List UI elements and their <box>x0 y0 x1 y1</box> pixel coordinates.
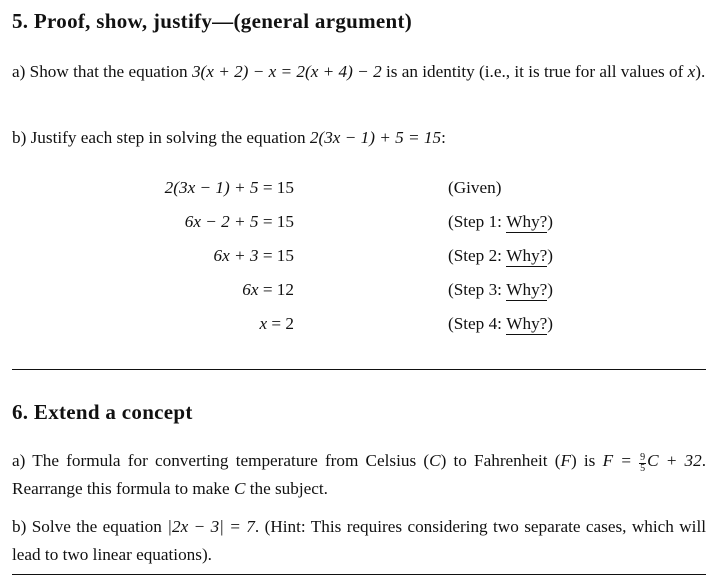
part-a-text: is an identity (i.e., it is true for all values of <box>385 62 684 81</box>
celsius-variable: C <box>429 451 441 470</box>
step-rhs: = 15 <box>262 212 294 231</box>
why-blank: Why? <box>506 246 548 265</box>
step-reason: (Step 3: <box>448 280 507 299</box>
formula-lhs: F = <box>602 451 632 470</box>
fahrenheit-variable: F <box>560 451 571 470</box>
step-row <box>12 278 708 302</box>
why-blank: Why? <box>506 212 548 231</box>
step-reason-end: ) <box>547 314 554 333</box>
part-b-end: : <box>441 128 446 147</box>
subject-variable: C <box>233 479 246 498</box>
why-blank: Why? <box>506 280 548 299</box>
step-row <box>12 176 708 200</box>
step-rhs: = 2 <box>271 314 294 333</box>
step-reason: (Step 4: <box>448 314 507 333</box>
step-reason: (Step 1: <box>448 212 507 231</box>
step-rhs: = 15 <box>262 246 294 265</box>
part-b-text-1: b) Solve the equation <box>12 517 162 536</box>
part-b-equation: 2(3x − 1) + 5 = 15 <box>309 128 442 147</box>
step-rhs: = 15 <box>262 178 294 197</box>
section-5-part-a <box>12 58 706 86</box>
part-b-text-2: . (Hint: This requires considering two separate cases, which will lead to two linear equations). <box>12 517 707 564</box>
step-row <box>12 210 708 234</box>
section-5-part-b <box>12 124 706 152</box>
section-6-part-b <box>12 513 706 569</box>
part-a-text-2: ) to Fahrenheit ( <box>440 451 561 470</box>
identity-equation: 3(x + 2) − x = 2(x + 4) − 2 <box>191 62 382 81</box>
part-a-label: a) Show that the equation <box>12 62 188 81</box>
step-reason: (Given) <box>448 178 502 197</box>
part-a-text-3: ) is <box>570 451 596 470</box>
step-row <box>12 312 708 336</box>
step-lhs: 6x − 2 + 5 <box>184 212 259 231</box>
section-6-part-a <box>12 447 706 503</box>
part-b-label: b) Justify each step in solving the equation <box>12 128 306 147</box>
why-blank: Why? <box>506 314 548 333</box>
step-reason-end: ) <box>547 280 554 299</box>
step-reason: (Step 2: <box>448 246 507 265</box>
fraction-nine-fifths <box>639 453 646 474</box>
step-lhs: x <box>259 314 268 333</box>
step-lhs: 6x <box>242 280 259 299</box>
formula-rhs: C + 32 <box>647 451 702 470</box>
step-reason-end: ) <box>547 212 554 231</box>
step-row <box>12 244 708 268</box>
part-a-text-4: . Rearrange this formula to make <box>12 451 707 498</box>
absolute-value-equation: |2x − 3| = 7 <box>167 517 255 536</box>
step-lhs: 2(3x − 1) + 5 <box>164 178 259 197</box>
part-a-variable: x <box>687 62 696 81</box>
part-a-end: ). <box>695 62 706 81</box>
bottom-rule <box>12 574 706 575</box>
section-divider <box>12 369 706 370</box>
step-rhs: = 12 <box>262 280 294 299</box>
part-a-text-5: the subject. <box>249 479 328 498</box>
section-5-title: 5. Proof, show, justify—(general argument) <box>12 9 413 33</box>
fraction-denominator: 5 <box>640 463 646 474</box>
step-lhs: 6x + 3 <box>213 246 259 265</box>
section-6-title: 6. Extend a concept <box>12 400 193 424</box>
fraction-numerator: 9 <box>640 452 646 463</box>
step-reason-end: ) <box>547 246 554 265</box>
part-a-text-1: a) The formula for converting temperature from Celsius ( <box>12 451 430 470</box>
